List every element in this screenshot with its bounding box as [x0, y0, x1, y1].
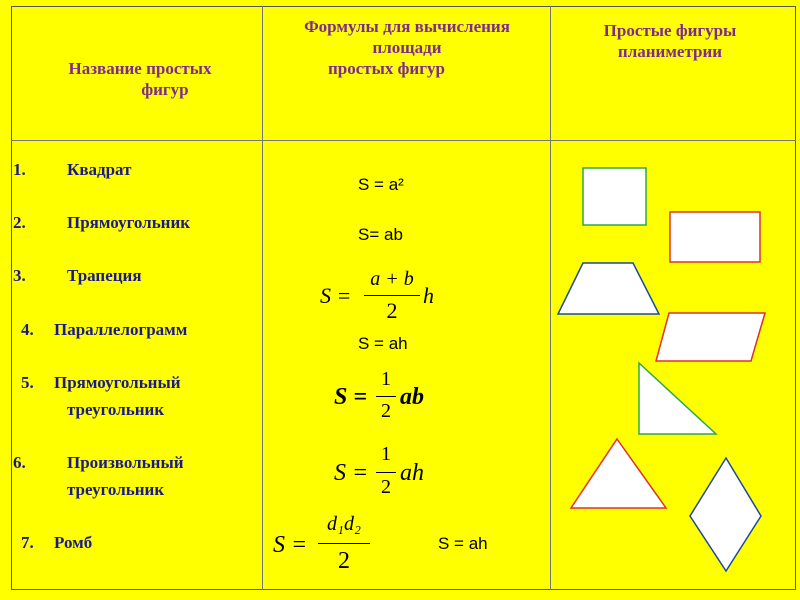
parallelogram-shape [656, 313, 765, 361]
item-number: 5. [21, 373, 34, 392]
item-number: 1. [13, 160, 26, 179]
formula-denominator: 2 [381, 476, 391, 498]
item-right-triangle-line2: треугольник [67, 400, 165, 419]
formula-tail: ab [400, 384, 424, 410]
item-trapezoid: Трапеция [67, 266, 142, 285]
item-rhombus: Ромб [54, 533, 93, 552]
formula-lhs: S = [334, 384, 368, 410]
item-rectangle: Прямоугольник [67, 213, 191, 232]
formula-numerator: d₁d₂ [327, 513, 361, 535]
header-line: простых фигур [328, 59, 445, 78]
header-line: Формулы для вычисления [304, 17, 510, 36]
formula-lhs: S = [273, 532, 308, 558]
header-line: Простые фигуры [603, 21, 737, 40]
item-number: 6. [13, 453, 26, 472]
item-square: Квадрат [67, 160, 132, 179]
formula-rhombus-alt: S = ah [438, 534, 488, 553]
formula-lhs: S = [334, 460, 369, 486]
formula-numerator: 1 [381, 443, 391, 465]
formula-denominator: 2 [381, 400, 391, 422]
formula-numerator: 1 [381, 368, 391, 390]
item-number: 3. [13, 266, 26, 285]
item-parallelogram: Параллелограмм [54, 320, 188, 339]
formula-tail: ah [400, 460, 424, 486]
item-arbitrary-triangle: Произвольный [67, 453, 184, 472]
header-line: площади [372, 38, 442, 57]
rhombus-shape [690, 458, 761, 571]
rectangle-shape [670, 212, 760, 262]
header-line: Название простых [68, 59, 212, 78]
triangle-shape [571, 439, 666, 508]
formula-parallelogram: S = ah [358, 334, 408, 353]
formula-denominator: 2 [338, 548, 350, 574]
right-triangle-shape [639, 363, 716, 434]
formula-tail: h [423, 283, 434, 308]
item-arbitrary-triangle-line2: треугольник [67, 480, 165, 499]
formula-square: S = a² [358, 175, 404, 194]
item-number: 7. [21, 533, 34, 552]
item-right-triangle: Прямоугольный [54, 373, 181, 392]
formula-numerator: a + b [370, 268, 414, 290]
formula-lhs: S = [320, 283, 352, 308]
header-line: фигур [141, 80, 189, 99]
formula-denominator: 2 [386, 298, 398, 323]
item-number: 4. [21, 320, 34, 339]
square-shape [583, 168, 646, 225]
trapezoid-shape [558, 263, 659, 314]
item-number: 2. [13, 213, 26, 232]
formula-rectangle: S= ab [358, 225, 403, 244]
header-line: планиметрии [617, 42, 723, 61]
